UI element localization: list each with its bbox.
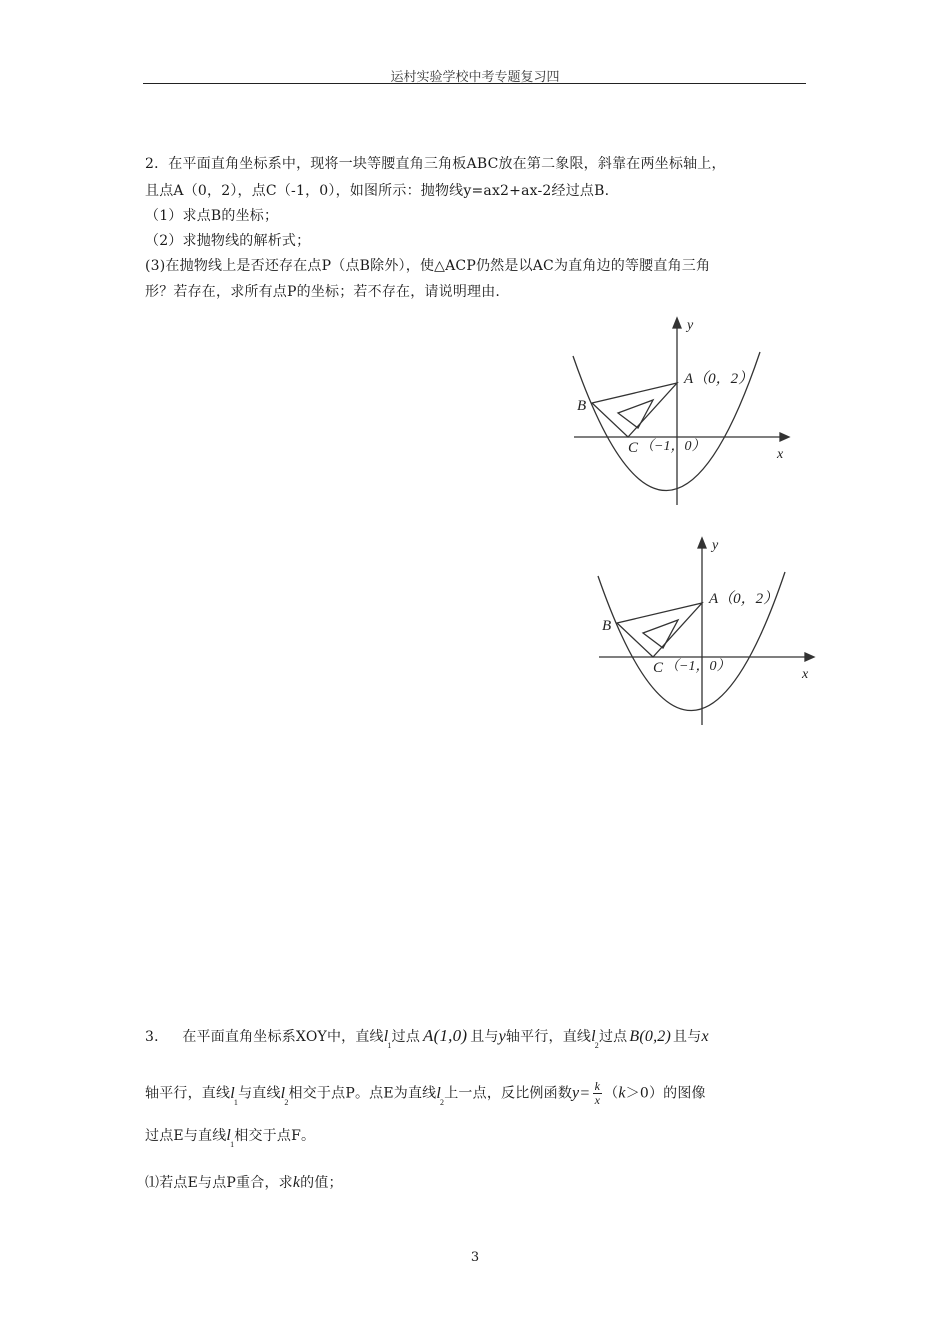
q3-text: 与直线 [238,1085,281,1102]
label-C-coord: （−1，0） [640,439,706,454]
k-symbol: k [618,1084,626,1102]
label-x: x [777,447,784,462]
line-l1-symbol: $l_1$ [226,1127,235,1149]
q3-text: （ [604,1085,619,1102]
label-x: x [802,667,809,682]
q3-text: 且与 [470,1029,499,1045]
label-C-coord: （−1，0） [665,659,731,674]
triangle-outer [592,383,677,437]
q3-text: 过点E与直线 [145,1128,227,1144]
q3-text: 在平面直角坐标系XOY中，直线 [182,1029,384,1045]
figure-parabola-1 [560,310,800,510]
x-axis-arrow [780,433,789,441]
line-l1-symbol: $l_1$ [383,1028,392,1050]
q2-line-2: 且点A（0，2），点C（-1，0），如图所示：抛物线y=ax2+ax-2经过点B. [145,183,610,199]
triangle-inner [643,620,678,648]
fraction-k-over-x: $\frac{k}{x}$ [594,1079,601,1107]
q3-text: 轴平行，直线 [145,1085,231,1102]
label-y: y [712,538,719,553]
q3-text: 相交于点F。 [234,1128,316,1144]
label-C: C [653,660,664,676]
figure-parabola-2 [585,530,825,730]
q3-number: 3． [145,1029,169,1045]
line-l2-symbol: $l_2$ [280,1084,289,1107]
line-l1-symbol: $l_1$ [230,1084,239,1107]
page-header: 运村实验学校中考专题复习四 [390,70,560,85]
q2-line-1: 2．在平面直角坐标系中，现将一块等腰直角三角板ABC放在第二象限，斜靠在两坐标轴上， [145,156,726,172]
q3-line-3 [145,1125,315,1149]
label-A: A（0，2） [709,591,779,607]
x-axis-arrow [805,653,814,661]
y-symbol: y [498,1028,506,1045]
point-A: A(1,0) [423,1026,468,1045]
q3-part-1 [145,1172,343,1192]
label-A: A（0，2） [684,371,754,387]
q3-line-1 [145,1026,709,1050]
line-l2-symbol: $l_2$ [436,1084,445,1107]
q2-part-1: （1）求点B的坐标； [145,208,279,224]
q3-text: ⑴若点E与点P重合，求 [145,1175,293,1191]
function-y: y [572,1084,580,1102]
q3-text: 上一点，反比例函数 [444,1085,573,1102]
q3-text: 过点 [598,1029,628,1045]
q2-part-2: （2）求抛物线的解析式； [145,233,311,249]
k-symbol: k [292,1174,301,1191]
label-C: C [628,440,639,456]
q3-text: 且与 [673,1029,702,1045]
triangle-outer [617,603,702,657]
q2-part-3-line-1: (3)在抛物线上是否还存在点P（点B除外），使△ACP仍然是以AC为直角边的等腰直角三角 [145,258,711,274]
label-B: B [577,398,587,414]
q3-text: ＞0）的图像 [625,1085,706,1102]
figure-1-graphics [573,318,789,505]
q3-line-2 [145,1080,706,1107]
x-symbol: x [701,1028,709,1045]
q3-text: 相交于点P。点E为直线 [288,1085,437,1102]
q3-text: 的值； [300,1175,343,1191]
q2-part-3-line-2: 形？若存在，求所有点P的坐标；若不存在，请说明理由. [145,284,501,300]
q3-text: 过点 [391,1029,421,1045]
y-axis-arrow [673,318,681,328]
equals-sign: = [580,1084,590,1102]
y-axis-arrow [698,538,706,548]
header-rule [143,83,806,84]
triangle-inner [618,400,653,428]
figure-2-graphics [598,538,814,725]
page-number: 3 [470,1250,480,1265]
q3-text: 轴平行，直线 [505,1029,592,1045]
line-l2-symbol: $l_2$ [591,1028,599,1050]
label-B: B [602,618,612,634]
label-y: y [687,318,694,333]
point-B: B(0,2) [629,1028,672,1045]
